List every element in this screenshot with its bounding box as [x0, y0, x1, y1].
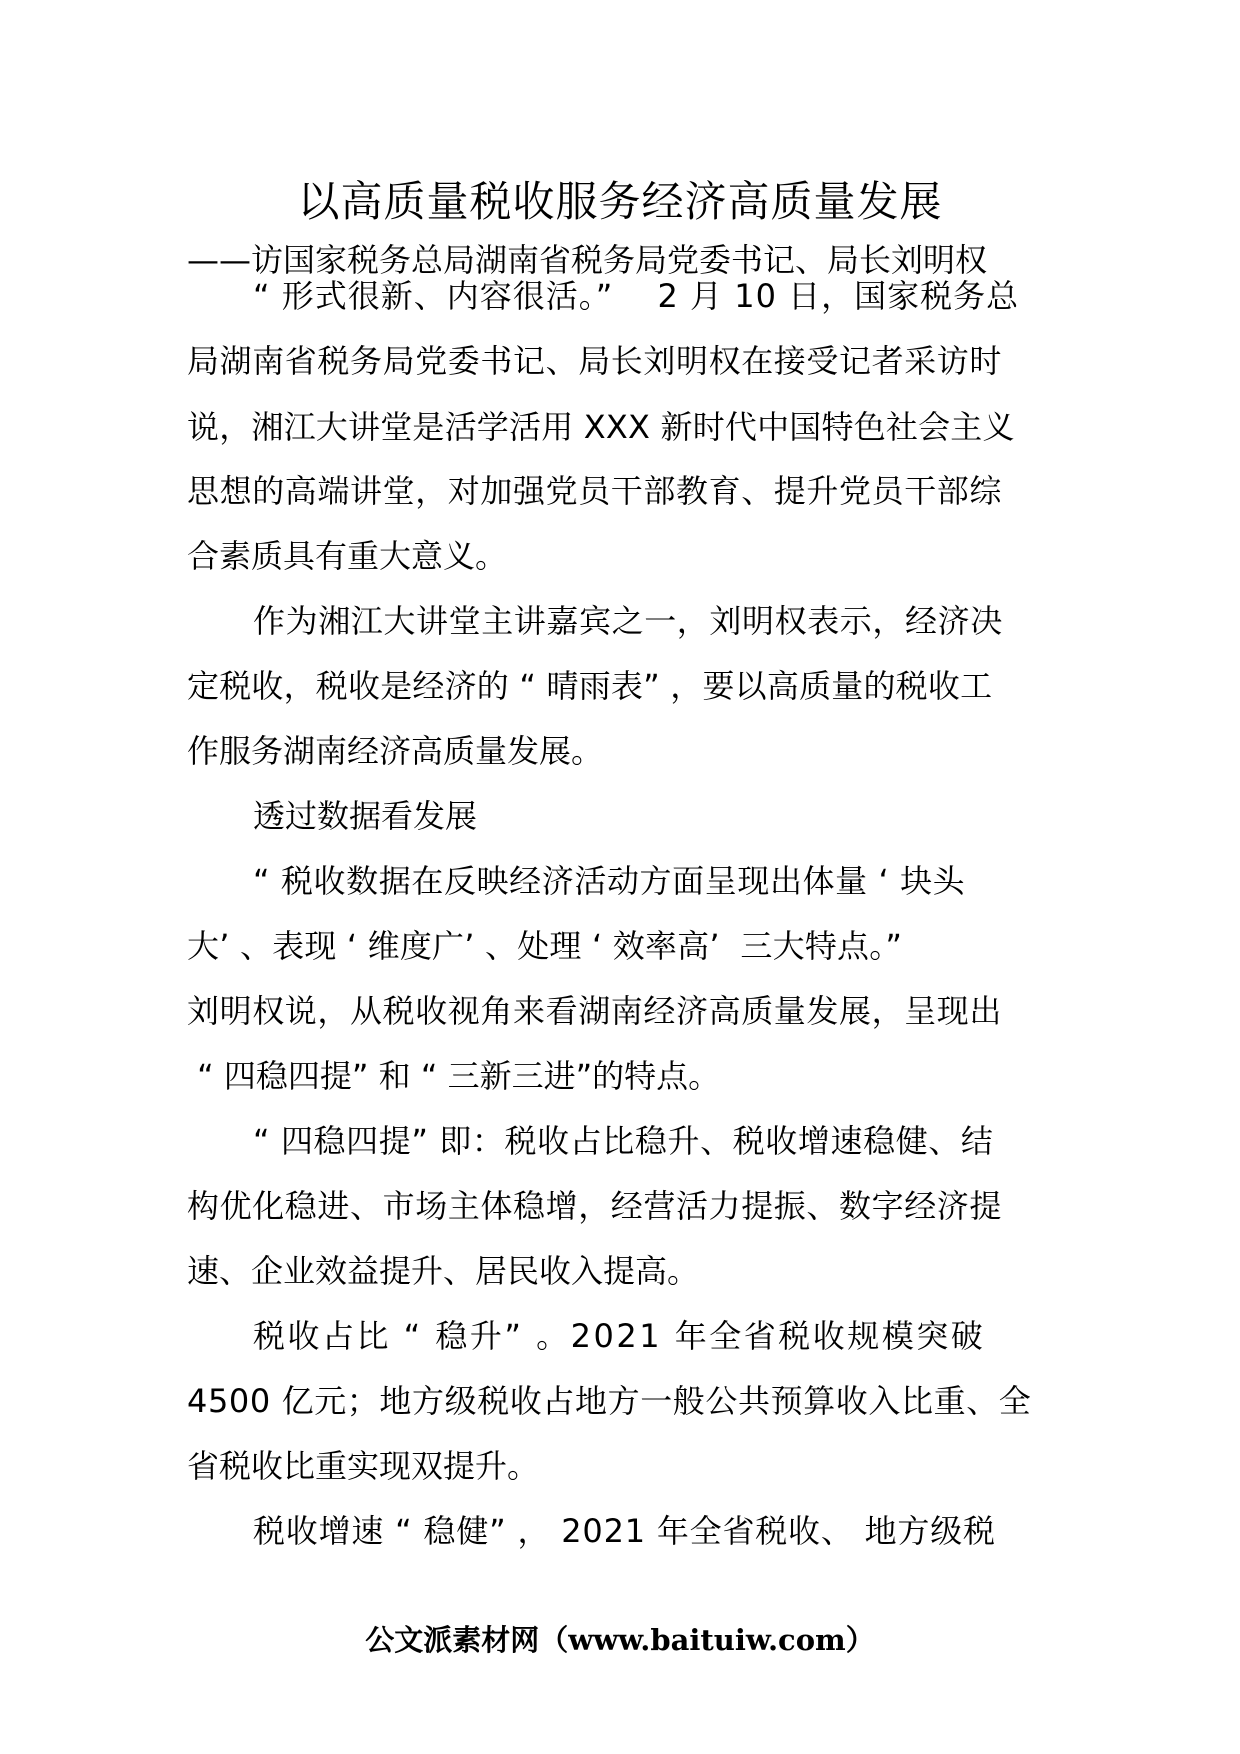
body-line: 合素质具有重大意义。 [187, 537, 508, 575]
body-line: 说，湘江大讲堂是活学活用 XXX 新时代中国特色社会主义 [187, 408, 1015, 446]
body-line: “ 税收数据在反映经济活动方面呈现出体量 ‘ 块头 [253, 862, 966, 900]
body-line: 定税收，税收是经济的 “ 晴雨表” ，要以高质量的税收工 [187, 667, 993, 705]
body-line: 税收增速 “ 稳健” ， 2021 年全省税收、 地方级税 [253, 1512, 996, 1550]
body-line: 大’ 、表现 ‘ 维度广’ 、处理 ‘ 效率高’ 三大特点。” [187, 927, 903, 965]
body-line: 省税收比重实现双提升。 [187, 1447, 540, 1485]
document-subtitle: ——访国家税务总局湖南省税务局党委书记、局长刘明权 [187, 241, 988, 279]
body-line: 4500 亿元；地方级税收占地方一般公共预算收入比重、全 [187, 1382, 1032, 1420]
body-line: “ 四稳四提” 即：税收占比稳升、税收增速稳健、结 [253, 1122, 994, 1160]
body-line: 刘明权说，从税收视角来看湖南经济高质量发展，呈现出 [187, 992, 1003, 1030]
footer-watermark: 公文派素材网（www.baituiw.com） [365, 1623, 875, 1657]
body-line: 作服务湖南经济高质量发展。 [187, 732, 604, 770]
document-title: 以高质量税收服务经济高质量发展 [297, 177, 943, 226]
section-heading: 透过数据看发展 [253, 797, 478, 835]
body-line: 构优化稳进、市场主体稳增，经营活力提振、数字经济提 [187, 1187, 1003, 1225]
body-line: 作为湘江大讲堂主讲嘉宾之一，刘明权表示，经济决 [253, 602, 1003, 640]
body-line: “ 四稳四提” 和 “ 三新三进”的特点。 [187, 1057, 721, 1095]
body-line: 税收占比 “ 稳升” 。2021 年全省税收规模突破 [253, 1317, 986, 1355]
body-line: “ 形式很新、内容很活。” 2 月 10 日，国家税务总 [253, 277, 1020, 315]
body-line: 局湖南省税务局党委书记、局长刘明权在接受记者采访时 [187, 342, 1003, 380]
body-line: 速、企业效益提升、居民收入提高。 [187, 1252, 700, 1290]
body-line: 思想的高端讲堂，对加强党员干部教育、提升党员干部综 [187, 472, 1003, 510]
